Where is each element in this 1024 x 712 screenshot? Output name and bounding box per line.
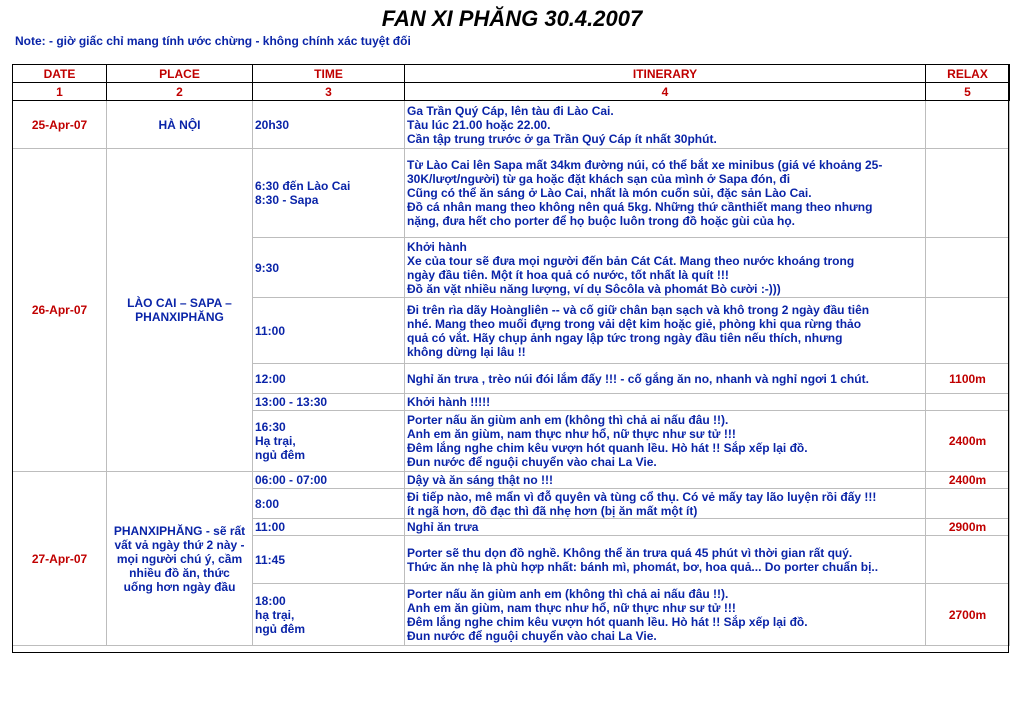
itinerary-cell xyxy=(405,489,926,519)
itinerary-line: Nghỉ ăn trưa xyxy=(407,520,479,534)
time-line: Hạ trại, xyxy=(255,434,296,448)
time-line: 13:00 - 13:30 xyxy=(255,395,328,409)
time-cell xyxy=(253,149,405,238)
date-cell: 25-Apr-07 xyxy=(13,101,107,149)
itinerary-line: Anh em ăn giùm, nam thực như hổ, nữ thực như sư tử !!! xyxy=(407,427,736,441)
itinerary-line: Đun nước để nguội chuyển vào chai La Vie. xyxy=(407,455,657,469)
time-cell xyxy=(253,394,405,411)
place-line: vất vả ngày thứ 2 này - xyxy=(114,537,245,552)
note-text: Note: - giờ giấc chỉ mang tính ước chừng - không chính xác tuyệt đối xyxy=(15,34,411,48)
page-title: FAN XI PHĂNG 30.4.2007 xyxy=(381,6,643,31)
itinerary-line: ngày đầu tiên. Một ít hoa quả có nước, tốt nhất là quít !!! xyxy=(407,267,729,282)
col-number-5: 5 xyxy=(926,83,1010,101)
time-line: 11:00 xyxy=(255,520,286,534)
time-cell xyxy=(253,584,405,646)
time-line: 11:45 xyxy=(255,552,286,567)
itinerary-line: Đi tiếp nào, mê mẩn vì đỗ quyên và tùng cổ thụ. Có vẻ mấy tay lão luyện rồi đấy !!! xyxy=(407,489,877,504)
itinerary-line: 30K/lượt/người) từ ga hoặc đặt khách sạn của mình ở Sapa đón, đi xyxy=(407,172,791,186)
itinerary-line: Ga Trần Quý Cáp, lên tàu đi Lào Cai. xyxy=(407,103,614,118)
itinerary-line: Đồ ăn vặt nhiều năng lượng, ví dụ Sôcôla và phomát Bò cười :-))) xyxy=(407,281,781,296)
table-row xyxy=(13,472,1010,489)
time-cell xyxy=(253,298,405,364)
relax-cell xyxy=(926,536,1010,584)
place-cell xyxy=(107,472,253,646)
itinerary-table xyxy=(12,64,1010,646)
time-line: 6:30 đến Lào Cai xyxy=(255,179,351,193)
place-line: HÀ NỘI xyxy=(158,117,201,132)
time-line: 20h30 xyxy=(255,117,290,132)
itinerary-line: không dừng lại lâu !! xyxy=(407,344,526,359)
itinerary-line: Đi trên rìa dãy Hoàngliên -- và cố giữ chân bạn sạch và khô trong 2 ngày đầu tiên xyxy=(407,302,870,317)
relax-cell xyxy=(926,394,1010,411)
place-cell xyxy=(107,101,253,149)
relax-cell: 2700m xyxy=(926,584,1010,646)
itinerary-line: Thức ăn nhẹ là phù hợp nhất: bánh mì, phomát, bơ, hoa quả... Do porter chuẩn bị.. xyxy=(407,559,879,574)
itinerary-line: Dậy và ăn sáng thật no !!! xyxy=(407,473,554,487)
time-cell xyxy=(253,101,405,149)
itinerary-line: nhé. Mang theo muối đựng trong vải dệt kim hoặc giẻ, phòng khi qua rừng thảo xyxy=(407,316,862,331)
itinerary-cell xyxy=(405,238,926,298)
time-line: ngủ đêm xyxy=(255,448,305,462)
time-cell xyxy=(253,519,405,536)
itinerary-line: Đun nước để nguội chuyển vào chai La Vie. xyxy=(407,628,657,643)
relax-cell: 2900m xyxy=(926,519,1010,536)
itinerary-cell xyxy=(405,149,926,238)
relax-cell xyxy=(926,238,1010,298)
date-cell: 27-Apr-07 xyxy=(13,472,107,646)
itinerary-cell xyxy=(405,536,926,584)
time-cell xyxy=(253,411,405,472)
itinerary-cell xyxy=(405,472,926,489)
itinerary-line: Đồ cá nhân mang theo không nên quá 5kg. Những thứ cầnthiết mang theo nhưng xyxy=(407,200,873,214)
place-line: uống hơn ngày đầu xyxy=(123,579,236,594)
itinerary-line: Cần tập trung trước ở ga Trần Quý Cáp ít nhất 30phút. xyxy=(407,131,717,146)
itinerary-cell xyxy=(405,584,926,646)
itinerary-line: nặng, đưa hết cho porter để họ buộc luôn trong đồ hoặc gùi của họ. xyxy=(407,214,796,228)
header-itinerary: ITINERARY xyxy=(405,65,926,83)
col-number-2: 2 xyxy=(107,83,253,101)
time-line: 18:00 xyxy=(255,593,286,608)
itinerary-line: Porter nấu ăn giùm anh em (không thì chả ai nấu đâu !!). xyxy=(407,413,729,427)
place-line: PHANXIPHĂNG - sẽ rất xyxy=(113,523,246,538)
itinerary-cell xyxy=(405,519,926,536)
itinerary-line: quả có vắt. Hãy chụp ảnh ngay lập tức trong ngày đầu tiên nếu thích, nhưng xyxy=(407,330,843,345)
relax-cell: 2400m xyxy=(926,472,1010,489)
itinerary-line: Nghỉ ăn trưa , trèo núi đói lắm đấy !!! - cố gắng ăn no, nhanh và nghỉ ngơi 1 chút. xyxy=(407,371,869,386)
time-line: 8:30 - Sapa xyxy=(255,193,319,207)
time-cell xyxy=(253,489,405,519)
table-row xyxy=(13,149,1010,238)
place-line: PHANXIPHĂNG xyxy=(135,310,224,324)
itinerary-line: Porter sẽ thu dọn đồ nghề. Không thể ăn trưa quá 45 phút vì thời gian rất quý. xyxy=(407,545,853,560)
time-line: 11:00 xyxy=(255,323,286,338)
relax-cell xyxy=(926,489,1010,519)
itinerary-cell xyxy=(405,101,926,149)
date-cell: 26-Apr-07 xyxy=(13,149,107,472)
col-number-1: 1 xyxy=(13,83,107,101)
time-line: 16:30 xyxy=(255,420,286,434)
relax-cell xyxy=(926,101,1010,149)
place-line: mọi người chú ý, cầm xyxy=(116,551,243,566)
itinerary-cell xyxy=(405,364,926,394)
time-line: 8:00 xyxy=(255,496,280,511)
col-number-3: 3 xyxy=(253,83,405,101)
itinerary-cell xyxy=(405,394,926,411)
itinerary-line: Từ Lào Cai lên Sapa mất 34km đường núi, có thể bắt xe minibus (giá vé khoảng 25- xyxy=(407,158,883,172)
time-cell xyxy=(253,238,405,298)
place-line: LÀO CAI – SAPA – xyxy=(127,296,232,310)
header-date: DATE xyxy=(13,65,107,83)
table-row xyxy=(13,101,1010,149)
itinerary-line: Khởi hành xyxy=(407,239,467,254)
place-cell xyxy=(107,149,253,472)
column-number-row xyxy=(13,83,1010,101)
itinerary-line: Đêm lắng nghe chim kêu vượn hót quanh lều. Hò hát !! Sắp xếp lại đồ. xyxy=(407,614,808,629)
itinerary-line: Cũng có thể ăn sáng ở Lào Cai, nhất là món cuốn sủi, đặc sản Lào Cai. xyxy=(407,186,812,200)
time-cell xyxy=(253,364,405,394)
header-time: TIME xyxy=(253,65,405,83)
itinerary-line: ít ngã hơn, đồ đạc thì đã nhẹ hơn (bị ăn mất một ít) xyxy=(407,503,698,518)
time-line: 9:30 xyxy=(255,260,280,275)
time-cell xyxy=(253,472,405,489)
header-row xyxy=(13,65,1010,83)
time-line: 12:00 xyxy=(255,371,286,386)
header-relax: RELAX xyxy=(926,65,1010,83)
time-line: hạ trại, xyxy=(255,607,295,622)
itinerary-line: Porter nấu ăn giùm anh em (không thì chả ai nấu đâu !!). xyxy=(407,586,729,601)
itinerary-line: Anh em ăn giùm, nam thực như hổ, nữ thực như sư tử !!! xyxy=(407,600,736,615)
place-line: nhiều đồ ăn, thức xyxy=(129,565,230,580)
header-place: PLACE xyxy=(107,65,253,83)
time-cell xyxy=(253,536,405,584)
itinerary-cell xyxy=(405,411,926,472)
col-number-4: 4 xyxy=(405,83,926,101)
time-line: 06:00 - 07:00 xyxy=(255,473,328,487)
itinerary-line: Đêm lắng nghe chim kêu vượn hót quanh lều. Hò hát !! Sắp xếp lại đồ. xyxy=(407,441,808,455)
itinerary-cell xyxy=(405,298,926,364)
relax-cell: 2400m xyxy=(926,411,1010,472)
itinerary-line: Xe của tour sẽ đưa mọi người đến bản Cát Cát. Mang theo nước khoáng trong xyxy=(407,253,855,268)
relax-cell: 1100m xyxy=(926,364,1010,394)
itinerary-line: Khởi hành !!!!! xyxy=(407,395,491,409)
itinerary-line: Tàu lúc 21.00 hoặc 22.00. xyxy=(407,117,551,132)
relax-cell xyxy=(926,298,1010,364)
relax-cell xyxy=(926,149,1010,238)
time-line: ngủ đêm xyxy=(255,621,305,636)
